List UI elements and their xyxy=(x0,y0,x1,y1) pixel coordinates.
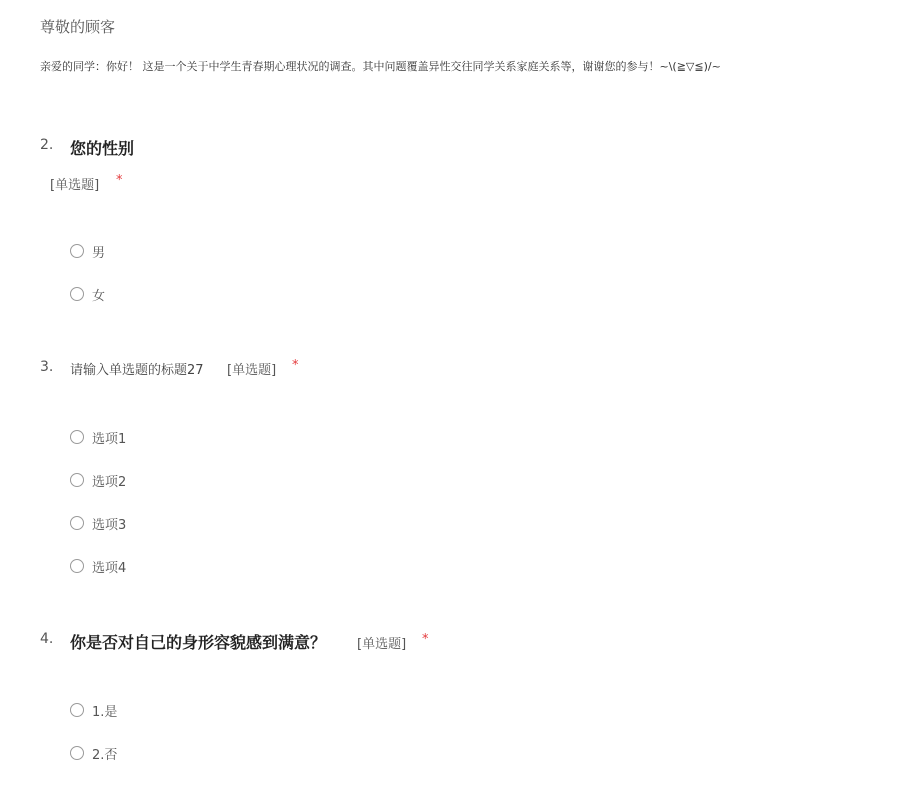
radio-option-male[interactable] xyxy=(70,241,105,261)
radio-button[interactable] xyxy=(70,473,84,487)
radio-option-2[interactable] xyxy=(70,470,126,490)
option-label: 女 xyxy=(92,288,106,304)
survey-intro: 亲爱的同学：你好！ 这是一个关于中学生青春期心理状况的调查。其中问题覆盖异性交往同学关系家庭关系等，谢谢您的参与！~\(≧▽≦)/~ xyxy=(40,60,721,73)
option-label: 选项4 xyxy=(92,560,127,576)
question-type-label: [单选题] xyxy=(227,363,277,378)
radio-option-yes[interactable] xyxy=(70,700,117,720)
radio-option-3[interactable] xyxy=(70,513,126,533)
radio-option-female[interactable] xyxy=(70,284,105,304)
option-label: 男 xyxy=(92,245,106,261)
question-number: 3. xyxy=(40,359,54,375)
radio-option-1[interactable] xyxy=(70,427,126,447)
option-label: 2.否 xyxy=(92,747,118,763)
option-label: 选项1 xyxy=(92,431,127,447)
radio-button[interactable] xyxy=(70,287,84,301)
survey-greeting: 尊敬的顾客 xyxy=(40,18,116,36)
radio-option-4[interactable] xyxy=(70,556,126,576)
required-asterisk: * xyxy=(116,173,123,188)
radio-button[interactable] xyxy=(70,244,84,258)
option-label: 选项2 xyxy=(92,474,127,490)
question-number: 4. xyxy=(40,631,54,647)
radio-button[interactable] xyxy=(70,703,84,717)
option-label: 1.是 xyxy=(92,704,118,720)
question-type-label: [单选题] xyxy=(357,637,407,652)
radio-button[interactable] xyxy=(70,430,84,444)
question-title: 请输入单选题的标题27 xyxy=(70,363,204,378)
radio-button[interactable] xyxy=(70,559,84,573)
radio-option-no[interactable] xyxy=(70,743,117,763)
question-type-label: [单选题] xyxy=(50,178,100,193)
option-label: 选项3 xyxy=(92,517,127,533)
radio-button[interactable] xyxy=(70,516,84,530)
required-asterisk: * xyxy=(292,358,299,373)
radio-button[interactable] xyxy=(70,746,84,760)
question-number: 2. xyxy=(40,137,54,153)
question-title: 您的性别 xyxy=(70,139,135,158)
required-asterisk: * xyxy=(422,632,429,647)
question-title: 你是否对自己的身形容貌感到满意？ xyxy=(70,633,327,652)
